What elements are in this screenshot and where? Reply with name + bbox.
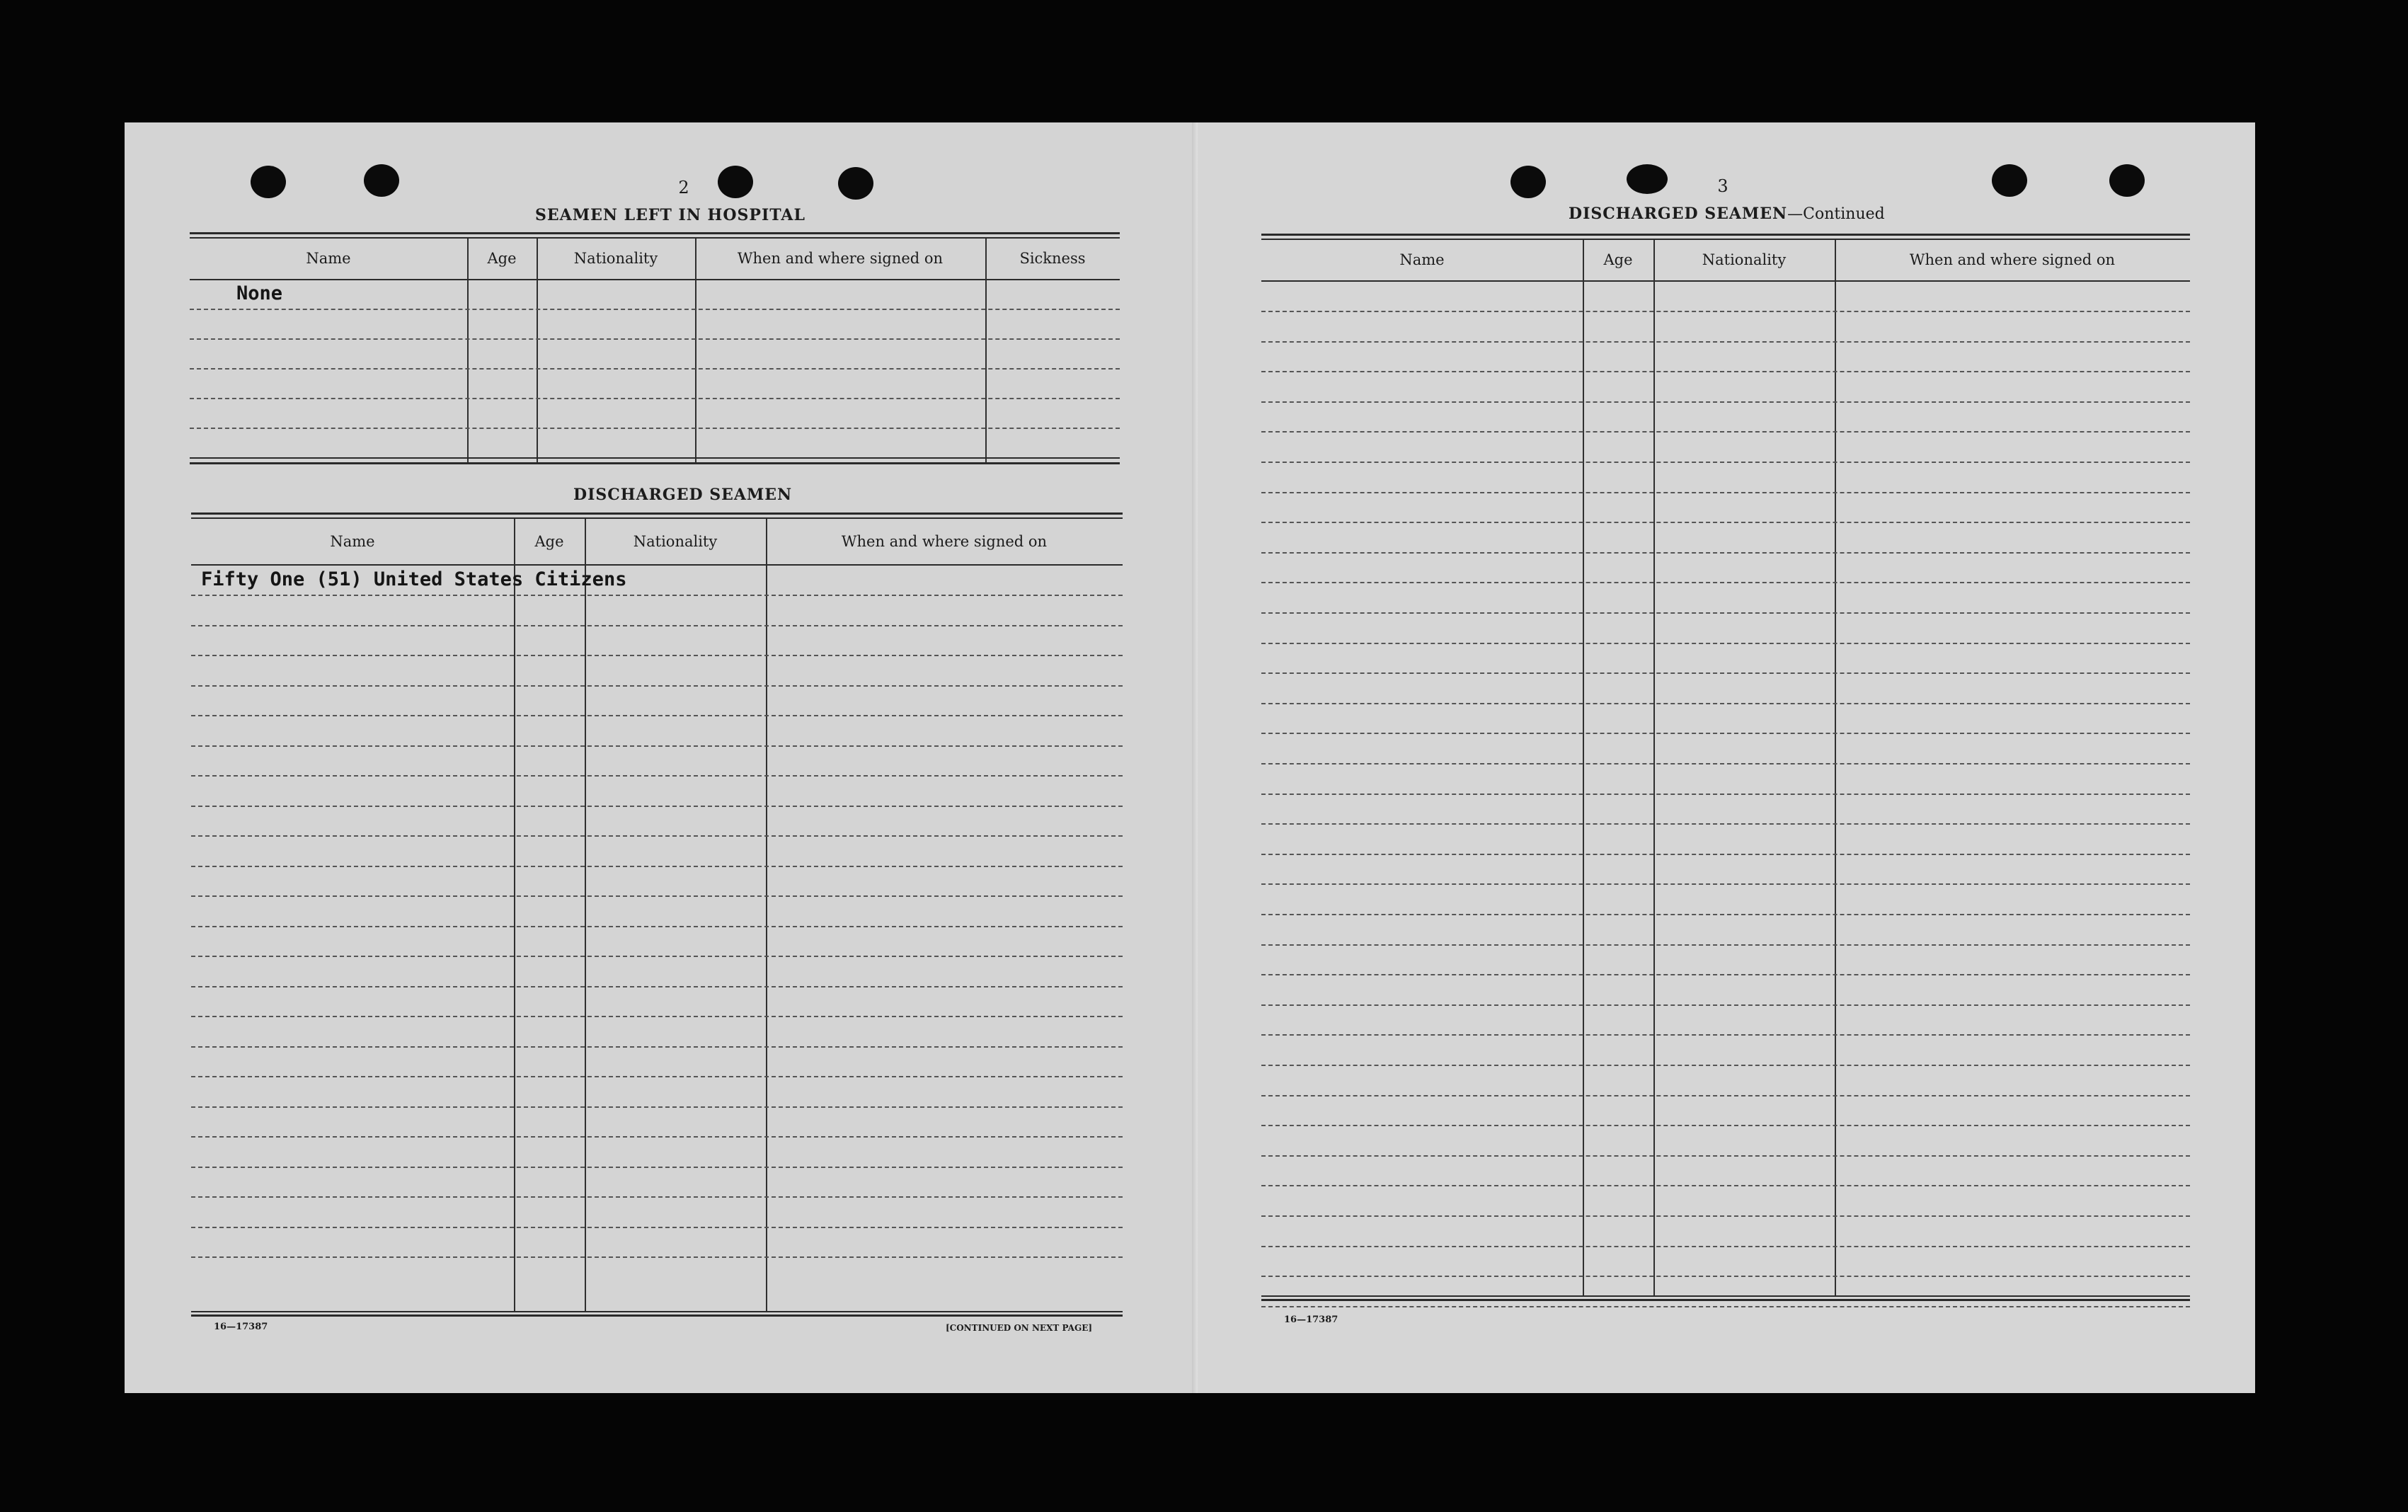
ruled-line — [191, 1076, 1123, 1077]
ruled-line — [1261, 1155, 2190, 1157]
header-signed-on: When and where signed on — [737, 250, 944, 267]
ruled-line — [191, 1167, 1123, 1168]
ruled-line — [191, 775, 1123, 777]
form-number: 16—17387 — [214, 1322, 268, 1332]
ruled-line — [191, 806, 1123, 807]
ruled-line — [1261, 492, 2190, 493]
section-title — [1569, 205, 1885, 223]
header-age: Age — [1603, 251, 1633, 268]
ruled-line — [191, 685, 1123, 687]
right-page — [1198, 122, 2255, 1393]
punch-hole — [1510, 166, 1546, 198]
ruled-line — [1261, 914, 2190, 915]
header-name: Name — [1399, 251, 1445, 268]
hospital-header-row — [190, 239, 1120, 279]
ruled-line — [1261, 703, 2190, 704]
ruled-line — [1261, 462, 2190, 463]
ruled-line — [1261, 612, 2190, 614]
ruled-line — [191, 1256, 1123, 1258]
hospital-entry: None — [236, 282, 283, 304]
discharged-section-title: DISCHARGED SEAMEN — [573, 486, 793, 504]
ruled-line — [1261, 944, 2190, 946]
header-signed-on: When and where signed on — [1909, 251, 2116, 268]
header-age: Age — [534, 533, 564, 550]
punch-hole — [1992, 164, 2027, 197]
header-nationality: Nationality — [633, 533, 718, 550]
ruled-line — [1261, 582, 2190, 583]
ruled-line — [1261, 552, 2190, 554]
header-name: Name — [306, 250, 351, 267]
punch-hole — [718, 166, 753, 198]
ruled-line — [191, 1106, 1123, 1108]
ruled-line — [191, 835, 1123, 837]
ruled-line — [191, 1196, 1123, 1198]
ruled-line — [1261, 522, 2190, 523]
ruled-line — [1261, 974, 2190, 975]
ruled-line — [191, 655, 1123, 656]
ruled-line — [1261, 1125, 2190, 1126]
ruled-line — [1261, 643, 2190, 644]
header-age: Age — [487, 250, 517, 267]
ruled-line — [191, 595, 1123, 596]
punch-hole — [251, 166, 286, 198]
ruled-line — [1261, 1276, 2190, 1277]
form-number: 16—17387 — [1284, 1315, 1338, 1325]
ruled-line — [1261, 763, 2190, 764]
header-name: Name — [330, 533, 375, 550]
punch-hole — [1627, 164, 1668, 194]
ruled-line — [1261, 1065, 2190, 1066]
ruled-line — [191, 1227, 1123, 1228]
ruled-line — [191, 745, 1123, 747]
ruled-line — [1261, 341, 2190, 343]
ruled-line — [1261, 431, 2190, 433]
ruled-line — [1261, 854, 2190, 855]
ruled-line — [1261, 1004, 2190, 1006]
ruled-line — [191, 986, 1123, 987]
ruled-line — [1261, 823, 2190, 825]
punch-hole — [364, 164, 399, 197]
header-nationality: Nationality — [573, 250, 658, 267]
header-signed-on: When and where signed on — [841, 533, 1048, 550]
ruled-line — [191, 956, 1123, 957]
ruled-line — [1261, 1185, 2190, 1186]
discharged-ledger — [191, 512, 1123, 1317]
ruled-line — [1261, 672, 2190, 674]
punch-hole — [838, 167, 873, 200]
ruled-line — [1261, 1246, 2190, 1247]
hospital-ledger — [190, 232, 1120, 470]
ruled-line — [191, 1136, 1123, 1138]
ruled-line — [1261, 371, 2190, 372]
continued-note: [CONTINUED ON NEXT PAGE] — [946, 1323, 1093, 1333]
continued-header-row — [1261, 240, 2190, 280]
discharged-ledger-continued — [1261, 234, 2190, 1393]
discharged-header-row — [191, 519, 1123, 564]
ruled-line — [191, 895, 1123, 897]
discharged-entry: Fifty One (51) United States Citizens — [201, 568, 627, 590]
ruled-line — [1261, 794, 2190, 795]
ruled-line — [1261, 1095, 2190, 1096]
header-sickness: Sickness — [1019, 250, 1086, 267]
hospital-section-title: SEAMEN LEFT IN HOSPITAL — [535, 206, 805, 224]
ruled-line — [1261, 733, 2190, 734]
punch-hole — [2109, 164, 2145, 197]
ruled-line — [1261, 1306, 2190, 1307]
page-number: 3 — [1717, 176, 1728, 196]
ruled-line — [1261, 1215, 2190, 1217]
section-title-suffix: —Continued — [1787, 205, 1885, 223]
ruled-line — [191, 625, 1123, 626]
page-number: 2 — [678, 178, 689, 197]
ruled-line — [1261, 883, 2190, 885]
ruled-line — [1261, 401, 2190, 403]
ruled-line — [191, 1016, 1123, 1017]
ruled-line — [191, 1046, 1123, 1048]
header-nationality: Nationality — [1702, 251, 1787, 268]
ruled-line — [191, 926, 1123, 927]
left-page — [125, 122, 1198, 1393]
section-title-main: DISCHARGED SEAMEN — [1569, 205, 1788, 223]
ruled-line — [1261, 311, 2190, 312]
ruled-line — [191, 866, 1123, 867]
ruled-line — [1261, 1034, 2190, 1036]
ruled-line — [191, 715, 1123, 716]
